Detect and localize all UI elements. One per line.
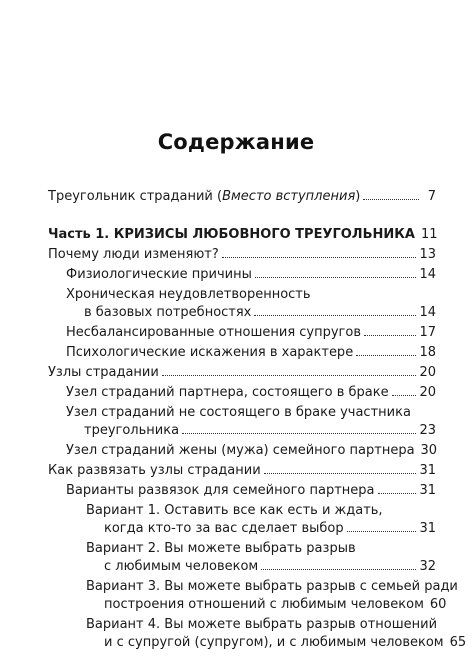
toc-entry-text-line1: Вариант 2. Вы можете выбрать разрыв bbox=[86, 541, 356, 556]
toc-entry bbox=[48, 540, 436, 576]
toc-entry bbox=[48, 616, 467, 652]
toc-entry-text-line2: в базовых потребностях bbox=[84, 305, 252, 320]
page-number: 30 bbox=[420, 443, 438, 458]
toc-entry bbox=[48, 502, 436, 538]
toc-entry bbox=[48, 286, 436, 322]
toc-entry bbox=[48, 578, 458, 614]
toc-entry-text: Узел страданий партнера, состоящего в браке bbox=[66, 385, 389, 400]
dot-leader bbox=[255, 276, 417, 278]
toc-entry bbox=[48, 384, 436, 402]
page-number: 20 bbox=[419, 365, 436, 380]
dot-leader bbox=[392, 394, 417, 396]
toc-entry-part-1 bbox=[48, 226, 436, 244]
page-number: 65 bbox=[449, 635, 467, 650]
dot-leader bbox=[363, 198, 419, 200]
page-number: 14 bbox=[419, 305, 436, 320]
page-number: 7 bbox=[427, 189, 436, 204]
page-number: 31 bbox=[419, 483, 436, 498]
toc-entry bbox=[48, 442, 436, 460]
page-number: 23 bbox=[419, 423, 436, 438]
toc-entry-text: Узлы страдании bbox=[48, 365, 159, 380]
dot-leader bbox=[222, 256, 417, 258]
page-number: 17 bbox=[419, 325, 436, 340]
toc-entry-text-line1: Вариант 3. Вы можете выбрать разрыв с семьей ради bbox=[86, 579, 458, 594]
page-number: 14 bbox=[419, 267, 436, 282]
page-number: 13 bbox=[419, 247, 436, 262]
toc-entry-text: Варианты развязок для семейного партнера bbox=[66, 483, 375, 498]
toc-entry-text-line2: с любимым человеком bbox=[104, 559, 259, 574]
toc-entry-text-line2: когда кто-то за вас сделает выбор bbox=[104, 521, 344, 536]
page-number: 20 bbox=[419, 385, 436, 400]
page-number: 60 bbox=[429, 597, 447, 612]
toc-entry bbox=[48, 266, 436, 284]
dot-leader bbox=[254, 314, 416, 316]
page-title: Содержание bbox=[157, 130, 315, 154]
toc-entry-text: Несбалансированные отношения супругов bbox=[66, 325, 362, 340]
toc-entry bbox=[48, 246, 436, 264]
toc-entry-text: Узел страданий жены (мужа) семейного партнера bbox=[66, 443, 415, 458]
toc-entry-intro bbox=[48, 188, 436, 206]
toc-entry-text-line1: Вариант 4. Вы можете выбрать разрыв отношений bbox=[86, 617, 438, 632]
page-number: 32 bbox=[419, 559, 436, 574]
dot-leader bbox=[378, 492, 417, 494]
toc-entry-text-line1: Вариант 1. Оставить все как есть и ждать, bbox=[86, 503, 383, 518]
dot-leader bbox=[364, 334, 416, 336]
toc-entry-text: Физиологические причины bbox=[66, 267, 252, 282]
toc-entry-text-line2: и с супругой (супругом), и с любимым человеком bbox=[104, 635, 444, 650]
dot-leader bbox=[356, 354, 416, 356]
dot-leader bbox=[261, 568, 416, 570]
toc-entry bbox=[48, 482, 436, 500]
page-number: 18 bbox=[419, 345, 436, 360]
toc-entry-text: Треугольник страданий ( bbox=[48, 189, 223, 204]
toc-entry-text-after: ) bbox=[355, 189, 361, 204]
table-of-contents bbox=[48, 176, 467, 652]
page-number: 11 bbox=[420, 227, 438, 242]
dot-leader bbox=[264, 472, 417, 474]
toc-entry-text-line1: Хроническая неудовлетворенность bbox=[66, 287, 311, 302]
toc-entry bbox=[48, 344, 436, 362]
toc-entry bbox=[48, 324, 436, 342]
toc-entry-text: Как развязать узлы страдании bbox=[48, 463, 261, 478]
toc-entry-italic: Вместо вступления bbox=[222, 189, 356, 204]
page-number: 31 bbox=[419, 463, 436, 478]
toc-entry-text-line2: треугольника bbox=[84, 423, 180, 438]
page-number: 31 bbox=[419, 521, 436, 536]
toc-entry-text-line1: Узел страданий не состоящего в браке участника bbox=[66, 405, 411, 420]
toc-entry bbox=[48, 364, 436, 382]
toc-entry-text-line2: построения отношений с любимым человеком bbox=[104, 597, 424, 612]
dot-leader bbox=[182, 432, 416, 434]
toc-entry-text: Психологические искажения в характере bbox=[66, 345, 354, 360]
toc-entry bbox=[48, 404, 436, 440]
toc-entry bbox=[48, 462, 436, 480]
dot-leader bbox=[162, 374, 417, 376]
toc-entry-text: Почему люди изменяют? bbox=[48, 247, 219, 262]
toc-entry-text: Часть 1. КРИЗИСЫ ЛЮБОВНОГО ТРЕУГОЛЬНИКА bbox=[48, 227, 415, 242]
dot-leader bbox=[347, 530, 417, 532]
